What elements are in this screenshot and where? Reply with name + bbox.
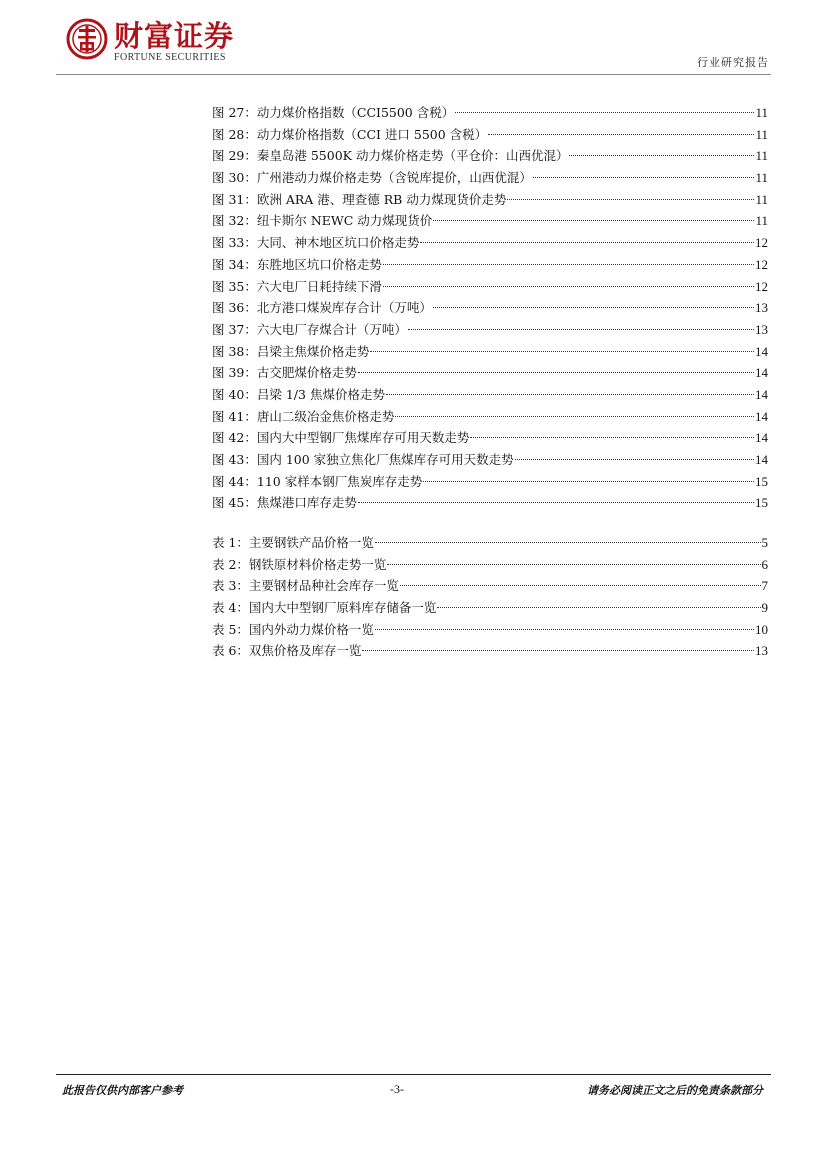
- figure-index-entry-page-number: 14: [755, 452, 768, 467]
- table-index-entry[interactable]: [212, 597, 768, 619]
- figure-index-entry-page-number: 11: [755, 126, 768, 142]
- dot-leader: [370, 351, 754, 352]
- dot-leader: [383, 264, 754, 265]
- figure-index-entry-page-number: 12: [755, 256, 768, 272]
- dot-leader: [420, 242, 754, 243]
- table-index-entry-page-number: 13: [755, 643, 768, 659]
- table-index-entry-page-number: 5: [761, 535, 768, 550]
- table-index-entry[interactable]: [212, 554, 768, 576]
- fortune-securities-logo-icon: [66, 18, 108, 60]
- figure-index-entry-title: 图 36：北方港口煤炭库存合计（万吨）: [212, 300, 432, 316]
- figure-index-list: [212, 102, 768, 514]
- dot-leader: [433, 307, 754, 308]
- table-index-entry-page-number: 7: [761, 578, 768, 594]
- table-index-entry[interactable]: [212, 619, 768, 641]
- figure-index-entry-title: 图 42：国内大中型钢厂焦煤库存可用天数走势: [212, 430, 470, 446]
- figure-index-entry[interactable]: [212, 384, 768, 406]
- figure-index-entry-page-number: 11: [755, 148, 768, 164]
- figure-index-entry-title: 图 27：动力煤价格指数（CCI5500 含税）: [212, 105, 455, 120]
- dot-leader: [362, 650, 754, 651]
- figure-index-entry[interactable]: [212, 254, 768, 276]
- figure-index-entry[interactable]: [212, 232, 768, 254]
- figure-index-entry-page-number: 13: [755, 321, 768, 337]
- figure-index-entry[interactable]: [212, 341, 768, 363]
- table-index-entry-title: 表 1：主要钢铁产品价格一览: [212, 535, 374, 550]
- figure-index-entry[interactable]: [212, 276, 768, 298]
- figure-index-entry[interactable]: [212, 102, 768, 124]
- dot-leader: [507, 199, 754, 200]
- figure-index-entry-title: 图 41：唐山二级冶金焦价格走势: [212, 408, 395, 424]
- figure-index-entry[interactable]: [212, 167, 768, 189]
- table-index-entry[interactable]: [212, 640, 768, 662]
- table-index-entry-title: 表 4：国内大中型钢厂原料库存储备一览: [212, 600, 437, 616]
- dot-leader: [408, 329, 754, 330]
- figure-index-entry-page-number: 11: [755, 105, 768, 120]
- dot-leader: [375, 542, 761, 543]
- dot-leader: [437, 607, 760, 608]
- dot-leader: [488, 134, 754, 135]
- figure-index-entry-page-number: 15: [755, 495, 768, 511]
- figure-index-entry-page-number: 15: [755, 473, 768, 489]
- figure-index-entry-title: 图 40：吕梁 1/3 焦煤价格走势: [212, 386, 385, 402]
- footer-disclaimer-left: 此报告仅供内部客户参考: [62, 1084, 183, 1097]
- dot-leader: [433, 220, 754, 221]
- dot-leader: [386, 394, 754, 395]
- table-index-list: [212, 532, 768, 662]
- brand-name-en: FORTUNE SECURITIES: [114, 52, 226, 63]
- figure-index-entry-title: 图 34：东胜地区坑口价格走势: [212, 256, 382, 272]
- header-divider: [56, 74, 771, 75]
- table-index-entry-page-number: 6: [761, 556, 768, 572]
- figure-index-entry-title: 图 38：吕梁主焦煤价格走势: [212, 343, 370, 359]
- table-index-entry-title: 表 6：双焦价格及库存一览: [212, 643, 362, 659]
- figure-index-entry[interactable]: [212, 124, 768, 146]
- page-number: -3-: [390, 1082, 404, 1096]
- figure-index-entry-title: 图 44：110 家样本钢厂焦炭库存走势: [212, 473, 423, 489]
- figure-index-entry-title: 图 35：六大电厂日耗持续下滑: [212, 278, 382, 294]
- dot-leader: [358, 372, 754, 373]
- footer-disclaimer-right: 请务必阅读正文之后的免责条款部分: [587, 1084, 763, 1097]
- figure-index-entry-title: 图 29：秦皇岛港 5500K 动力煤价格走势（平仓价：山西优混）: [212, 148, 569, 164]
- figure-index-entry[interactable]: [212, 297, 768, 319]
- figure-index-entry[interactable]: [212, 189, 768, 211]
- figure-index-entry-title: 图 43：国内 100 家独立焦化厂焦煤库存可用天数走势: [212, 452, 514, 467]
- dot-leader: [400, 585, 761, 586]
- dot-leader: [387, 564, 760, 565]
- figure-index-entry-title: 图 45：焦煤港口库存走势: [212, 495, 357, 511]
- figure-index-entry-page-number: 14: [755, 430, 768, 446]
- table-index-entry[interactable]: [212, 532, 768, 554]
- figure-index-entry[interactable]: [212, 145, 768, 167]
- figure-index-entry[interactable]: [212, 471, 768, 493]
- footer-divider: [56, 1074, 771, 1075]
- figure-index-entry-title: 图 31：欧洲 ARA 港、理查德 RB 动力煤现货价走势: [212, 191, 507, 207]
- figure-index-entry[interactable]: [212, 319, 768, 341]
- figure-index-entry-title: 图 28：动力煤价格指数（CCI 进口 5500 含税）: [212, 126, 488, 142]
- figure-index-entry-page-number: 12: [755, 278, 768, 294]
- figure-index-entry[interactable]: [212, 449, 768, 471]
- figure-index-entry-page-number: 12: [755, 235, 768, 251]
- table-index-entry-page-number: 9: [761, 600, 768, 616]
- dot-leader: [395, 416, 754, 417]
- figure-index-entry[interactable]: [212, 362, 768, 384]
- figure-index-entry-title: 图 37：六大电厂存煤合计（万吨）: [212, 321, 407, 337]
- figure-index-entry[interactable]: [212, 210, 768, 232]
- dot-leader: [375, 629, 754, 630]
- table-index-entry-title: 表 2：钢铁原材料价格走势一览: [212, 556, 387, 572]
- page-header: [0, 0, 827, 80]
- figure-index-entry-title: 图 39：古交肥煤价格走势: [212, 365, 357, 381]
- dot-leader: [515, 459, 754, 460]
- figure-index-entry-title: 图 33：大同、神木地区坑口价格走势: [212, 235, 420, 251]
- dot-leader: [358, 502, 754, 503]
- figure-index-entry-page-number: 14: [755, 408, 768, 424]
- dot-leader: [383, 286, 754, 287]
- figure-index-entry-page-number: 14: [755, 365, 768, 381]
- figure-index-entry-page-number: 11: [755, 213, 768, 229]
- figure-index-entry[interactable]: [212, 406, 768, 428]
- dot-leader: [455, 112, 754, 113]
- table-index-entry-page-number: 10: [755, 621, 768, 637]
- report-type-label: 行业研究报告: [697, 56, 769, 69]
- table-index-entry[interactable]: [212, 575, 768, 597]
- dot-leader: [470, 437, 754, 438]
- dot-leader: [423, 481, 754, 482]
- dot-leader: [569, 155, 754, 156]
- figure-index-entry-page-number: 13: [755, 300, 768, 316]
- figure-index-entry-page-number: 11: [755, 191, 768, 207]
- figure-index-entry-title: 图 30：广州港动力煤价格走势（含锐库提价，山西优混）: [212, 170, 532, 186]
- figure-index-entry-title: 图 32：纽卡斯尔 NEWC 动力煤现货价: [212, 213, 433, 229]
- figure-index-entry-page-number: 14: [755, 343, 768, 359]
- figure-index-entry[interactable]: [212, 492, 768, 514]
- figure-index-entry-page-number: 14: [755, 386, 768, 402]
- dot-leader: [533, 177, 755, 178]
- table-index-entry-title: 表 5：国内外动力煤价格一览: [212, 621, 374, 637]
- figure-index-entry-page-number: 11: [755, 170, 768, 186]
- table-index-entry-title: 表 3：主要钢材品种社会库存一览: [212, 578, 399, 594]
- figure-index-entry[interactable]: [212, 427, 768, 449]
- brand-name-cn: 财富证券: [114, 19, 235, 53]
